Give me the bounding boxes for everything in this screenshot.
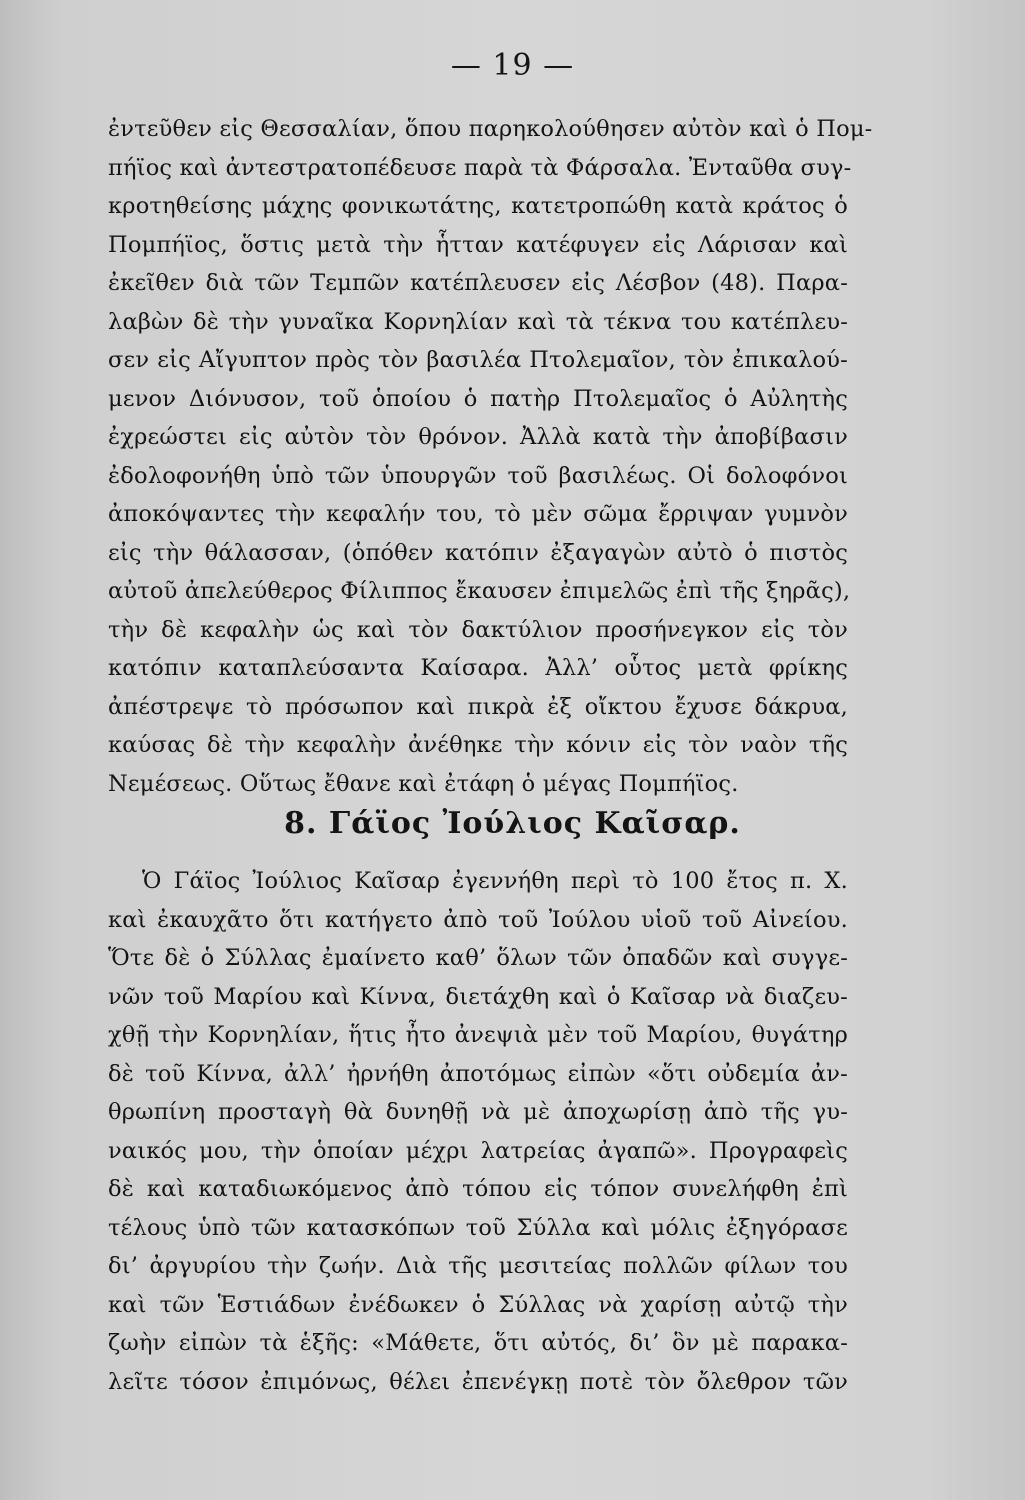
text-line: ἀποκόψαντες τὴν κεφαλήν του, τὸ μὲν σῶμα ἔρριψαν γυμνὸν: [108, 501, 848, 527]
text-line: Ὁ Γάϊος Ἰούλιος Καῖσαρ ἐγεννήθη περὶ τὸ 100 ἔτος π. Χ.: [142, 868, 848, 894]
section-one-text: [108, 110, 873, 803]
text-line: τέλους ὑπὸ τῶν κατασκόπων τοῦ Σύλλα καὶ μόλις ἐξηγόρασε: [108, 1214, 848, 1241]
text-line: δὲ τοῦ Κίννα, ἀλλ’ ἠρνήθη ἀποτόμως εἰπὼν «ὅτι οὐδεμία ἀν-: [108, 1060, 848, 1087]
text-line: ἐντεῦθεν εἰς Θεσσαλίαν, ὅπου παρηκολούθησεν αὐτὸν καὶ ὁ Πομ-: [108, 116, 873, 142]
text-line: ναικός μου, τὴν ὁποίαν μέχρι λατρείας ἀγαπῶ». Προγραφεὶς: [108, 1137, 848, 1164]
text-line: εἰς τὴν θάλασσαν, (ὁπόθεν κατόπιν ἐξαγαγὼν αὐτὸ ὁ πιστὸς: [108, 539, 848, 566]
text-line: ζωὴν εἰπὼν τὰ ἑξῆς: «Μάθετε, ὅτι αὐτός, δι’ ὃν μὲ παρακα-: [108, 1330, 848, 1356]
text-line: λεῖτε τόσον ἐπιμόνως, θέλει ἐπενέγκῃ ποτὲ τὸν ὄλεθρον τῶν: [108, 1368, 848, 1395]
text-line: θρωπίνη προσταγὴ θὰ δυνηθῇ νὰ μὲ ἀποχωρίσῃ ἀπὸ τῆς γυ-: [108, 1099, 848, 1125]
text-line: κροτηθείσης μάχης φονικωτάτης, κατετροπώθη κατὰ κράτος ὁ: [108, 193, 848, 219]
text-line: καὶ ἐκαυχᾶτο ὅτι κατήγετο ἀπὸ τοῦ Ἰούλου υἱοῦ τοῦ Αἰνείου.: [108, 906, 848, 933]
text-line: σεν εἰς Αἴγυπτον πρὸς τὸν βασιλέα Πτολεμαῖον, τὸν ἐπικαλού-: [108, 347, 848, 373]
text-line: Νεμέσεως. Οὕτως ἔθανε καὶ ἐτάφη ὁ μέγας Πομπήϊος.: [108, 770, 739, 797]
text-line: καύσας δὲ τὴν κεφαλὴν ἀνέθηκε τὴν κόνιν εἰς τὸν ναὸν τῆς: [108, 732, 848, 758]
text-line: τὴν δὲ κεφαλὴν ὡς καὶ τὸν δακτύλιον προσήνεγκον εἰς τὸν: [108, 616, 848, 643]
text-line: νῶν τοῦ Μαρίου καὶ Κίννα, διετάχθη καὶ ὁ Καῖσαρ νὰ διαζευ-: [108, 983, 848, 1010]
text-line: ἐκεῖθεν διὰ τῶν Τεμπῶν κατέπλευσεν εἰς Λέσβον (48). Παρα-: [108, 270, 848, 296]
text-line: πήϊος καὶ ἀντεστρατοπέδευσε παρὰ τὰ Φάρσαλα. Ἐνταῦθα συγ-: [108, 154, 852, 181]
text-line: καὶ τῶν Ἑστιάδων ἐνέδωκεν ὁ Σύλλας νὰ χαρίσῃ αὐτῷ τὴν: [108, 1291, 848, 1318]
text-line: λαβὼν δὲ τὴν γυναῖκα Κορνηλίαν καὶ τὰ τέκνα του κατέπλευ-: [108, 308, 848, 335]
text-line: κατόπιν καταπλεύσαντα Καίσαρα. Ἀλλ’ οὗτος μετὰ φρίκης: [108, 655, 848, 681]
text-line: Πομπήϊος, ὅστις μετὰ τὴν ἧτταν κατέφυγεν εἰς Λάρισαν καὶ: [108, 231, 848, 258]
page-number: — 19 —: [450, 48, 575, 83]
section-two-text: [108, 862, 848, 1401]
text-line: ἐχρεώστει εἰς αὐτὸν τὸν θρόνον. Ἀλλὰ κατὰ τὴν ἀποβίβασιν: [108, 424, 848, 450]
text-line: ἀπέστρεψε τὸ πρόσωπον καὶ πικρὰ ἐξ οἴκτου ἔχυσε δάκρυα,: [108, 693, 848, 720]
text-line: Ὅτε δὲ ὁ Σύλλας ἐμαίνετο καθ’ ὅλων τῶν ὀπαδῶν καὶ συγγε-: [108, 945, 848, 971]
text-line: ἐδολοφονήθη ὑπὸ τῶν ὑπουργῶν τοῦ βασιλέως. Οἱ δολοφόνοι: [108, 462, 848, 489]
text-line: αὐτοῦ ἀπελεύθερος Φίλιππος ἔκαυσεν ἐπιμελῶς ἐπὶ τῆς ξηρᾶς),: [108, 578, 851, 604]
section-heading: 8. Γάϊος Ἰούλιος Καῖσαρ.: [284, 806, 741, 841]
text-line: δι’ ἀργυρίου τὴν ζωήν. Διὰ τῆς μεσιτείας πολλῶν φίλων του: [108, 1253, 848, 1279]
text-line: δὲ καὶ καταδιωκόμενος ἀπὸ τόπου εἰς τόπον συνελήφθη ἐπὶ: [108, 1176, 848, 1202]
text-line: μενον Διόνυσον, τοῦ ὁποίου ὁ πατὴρ Πτολεμαῖος ὁ Αὐλητὴς: [108, 385, 848, 412]
text-line: χθῇ τὴν Κορνηλίαν, ἥτις ἦτο ἀνεψιὰ μὲν τοῦ Μαρίου, θυγάτηρ: [108, 1022, 848, 1048]
